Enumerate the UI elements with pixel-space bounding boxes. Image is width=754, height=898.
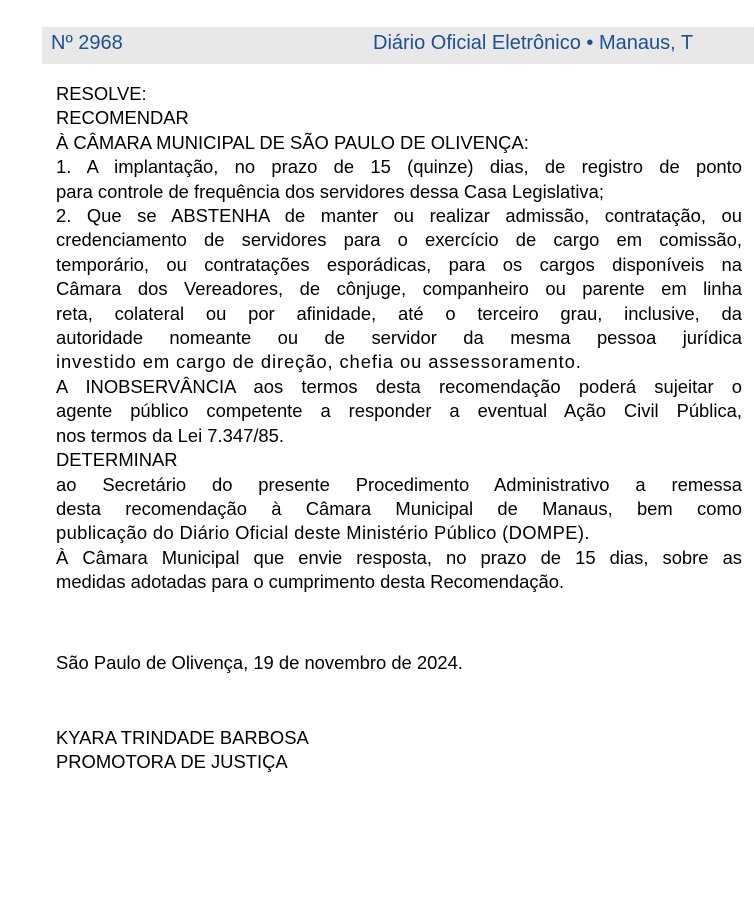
resolve-heading: RESOLVE: [56,83,147,104]
publication-title: Diário Oficial Eletrônico • Manaus, T [373,32,694,54]
item2-line: investido em cargo de direção, chefia ou assessoramento. [56,351,582,373]
addressee-line: À CÂMARA MUNICIPAL DE SÃO PAULO DE OLIVENÇA: [56,131,529,153]
determinar-heading: DETERMINAR [56,449,178,471]
camara-response-line: medidas adotadas para o cumprimento desta Recomendação. [56,571,565,593]
document-body [56,82,742,595]
camara-response-line: À Câmara Municipal que envie resposta, no prazo de 15 dias, sobre as [56,546,742,568]
item1-line: 1. A implantação, no prazo de 15 (quinze) dias, de registro de ponto [56,156,742,178]
signer-name: KYARA TRINDADE BARBOSA [56,727,309,748]
signer-role: PROMOTORA DE JUSTIÇA [56,751,288,773]
document-date: São Paulo de Olivença, 19 de novembro de 2024. [56,652,463,673]
item2-line: Câmara dos Vereadores, de cônjuge, companheiro ou parente em linha [56,278,742,300]
item2-line: credenciamento de servidores para o exercício de cargo em comissão, [56,229,742,251]
determinar-line: ao Secretário do presente Procedimento Administrativo a remessa [56,473,742,495]
item2-line: 2. Que se ABSTENHA de manter ou realizar admissão, contratação, ou [56,205,742,227]
edition-number: Nº 2968 [51,32,123,54]
recomendar-heading: RECOMENDAR [56,107,189,129]
determinar-line: publicação do Diário Oficial deste Ministério Público (DOMPE). [56,522,590,544]
item2-line: reta, colateral ou por afinidade, até o terceiro grau, inclusive, da [56,302,742,324]
signature-block [56,726,309,775]
inobservancia-line: A INOBSERVÂNCIA aos termos desta recomendação poderá sujeitar o [56,375,742,397]
item2-line: autoridade nomeante ou de servidor da mesma pessoa jurídica [56,327,742,349]
item2-line: temporário, ou contratações esporádicas, para os cargos disponíveis na [56,253,742,275]
page-header [42,27,754,64]
determinar-line: desta recomendação à Câmara Municipal de Manaus, bem como [56,497,742,519]
inobservancia-line: nos termos da Lei 7.347/85. [56,424,284,446]
item1-line: para controle de frequência dos servidores dessa Casa Legislativa; [56,180,604,202]
inobservancia-line: agente público competente a responder a eventual Ação Civil Pública, [56,400,742,422]
